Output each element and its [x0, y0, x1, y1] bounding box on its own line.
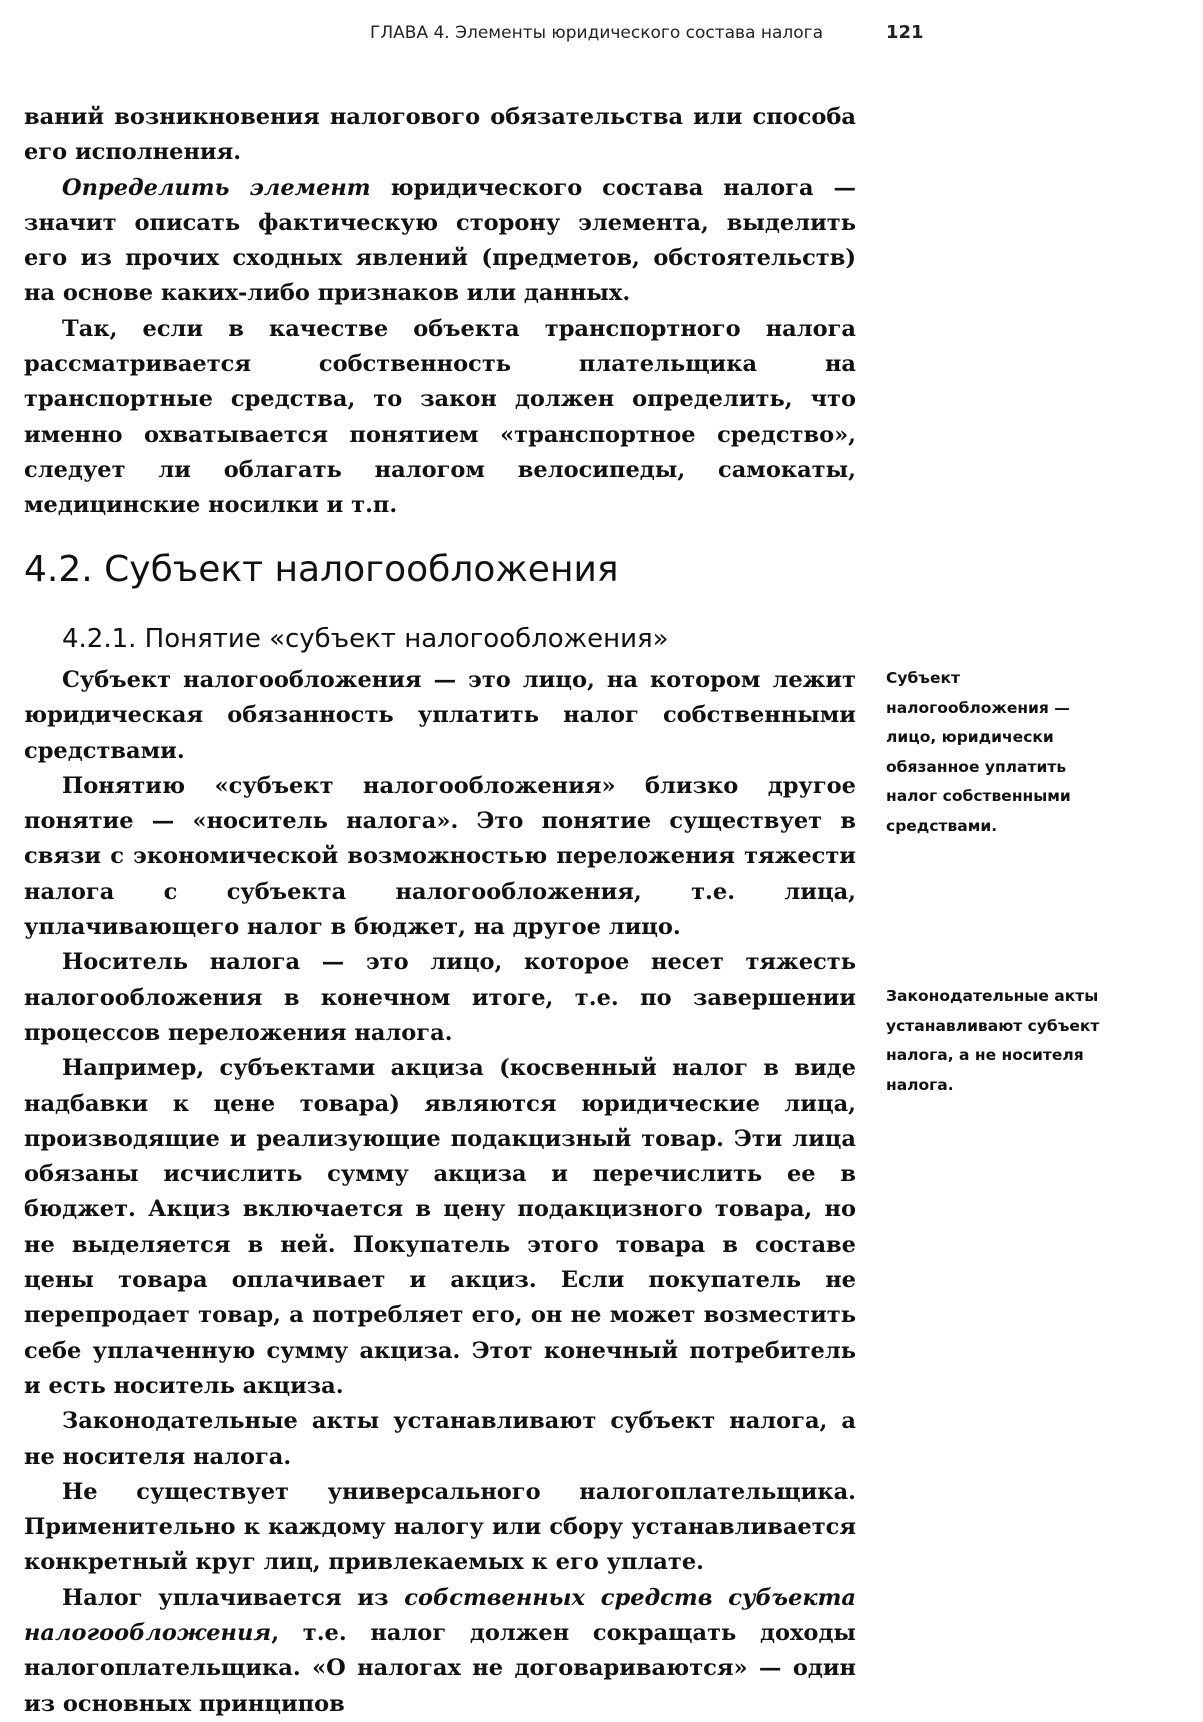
- body-paragraph-2: Понятию «субъект налогообложения» близко другое понятие — «носитель налога». Это понятие существует в связи с экономической возможностью переложения тяжести налога с субъекта налогообложения, т.е. лица, уплачивающего налог в бюджет, на другое лицо.: [24, 772, 856, 941]
- section-heading: 4.2. Субъект налогообложения: [24, 549, 619, 590]
- subsection-heading: 4.2.1. Понятие «субъект налогообложения»: [62, 624, 669, 654]
- body-paragraph-4: Например, субъектами акциза (косвенный налог в виде надбавки к цене товара) являются юридические лица, производящие и реализующие подакцизный товар. Эти лица обязаны исчислить сумму акциза и перечислить ее в бюджет. Акциз включается в цену подакцизного товара, но не выделяется в ней. Покупатель этого товара в составе цены товара оплачивает и акциз. Если покупатель не перепродает товар, а потребляет его, он не может возместить себе уплаченную сумму акциза. Этот конечный потребитель и есть носитель акциза.: [24, 1055, 856, 1399]
- intro-text: [24, 100, 856, 524]
- body-italic-term: собственных средств субъекта налогообложения: [24, 1584, 856, 1647]
- intro-italic-term: Определить элемент: [62, 174, 371, 201]
- body-paragraph-3: Носитель налога — это лицо, которое несет тяжесть налогообложения в конечном итоге, т.е. по завершении процессов переложения налога.: [24, 949, 856, 1046]
- body-paragraph-6: Не существует универсального налогоплательщика. Применительно к каждому налогу или сбору устанавливается конкретный круг лиц, привлекаемых к его уплате.: [24, 1478, 856, 1576]
- intro-paragraph-1: ваний возникновения налогового обязательства или способа его исполнения.: [24, 104, 856, 166]
- intro-paragraph-3: Так, если в качестве объекта транспортного налога рассматривается собственность плательщика на транспортные средства, то закон должен определить, что именно охватывается понятием «транспортное средство», следует ли облагать налогом велосипеды, самокаты, медицинские носилки и т.п.: [24, 315, 856, 519]
- body-paragraph-7: [24, 1581, 856, 1722]
- body-paragraph-7-start: Налог уплачивается из: [62, 1584, 405, 1611]
- running-head: [370, 18, 930, 48]
- body-paragraph-5: Законодательные акты устанавливают субъект налога, а не носителя налога.: [24, 1408, 856, 1470]
- intro-paragraph-2-rest: юридического состава налога — значит описать фактическую сторону элемента, выделить его из прочих сходных явлений (предметов, обстоятельств) на основе каких-либо признаков или данных.: [24, 174, 856, 307]
- page-number: 121: [886, 22, 924, 43]
- body-paragraph-7-end: , т.е. налог должен сокращать доходы налогоплательщика. «О налогах не договариваются» — один из основных принципов: [24, 1620, 856, 1717]
- margin-note-legislation: Законодательные акты устанавливают субъект налога, а не носителя налога.: [886, 987, 1100, 1094]
- main-text: [24, 663, 856, 1722]
- intro-paragraph-2: [24, 171, 856, 312]
- chapter-title: ГЛАВА 4. Элементы юридического состава налога: [370, 23, 824, 43]
- body-paragraph-1: Субъект налогообложения — это лицо, на котором лежит юридическая обязанность уплатить налог собственными средствами.: [24, 667, 856, 764]
- margin-note-definition: Субъект налогообложения — лицо, юридически обязанное уплатить налог собственными средствами.: [886, 669, 1071, 835]
